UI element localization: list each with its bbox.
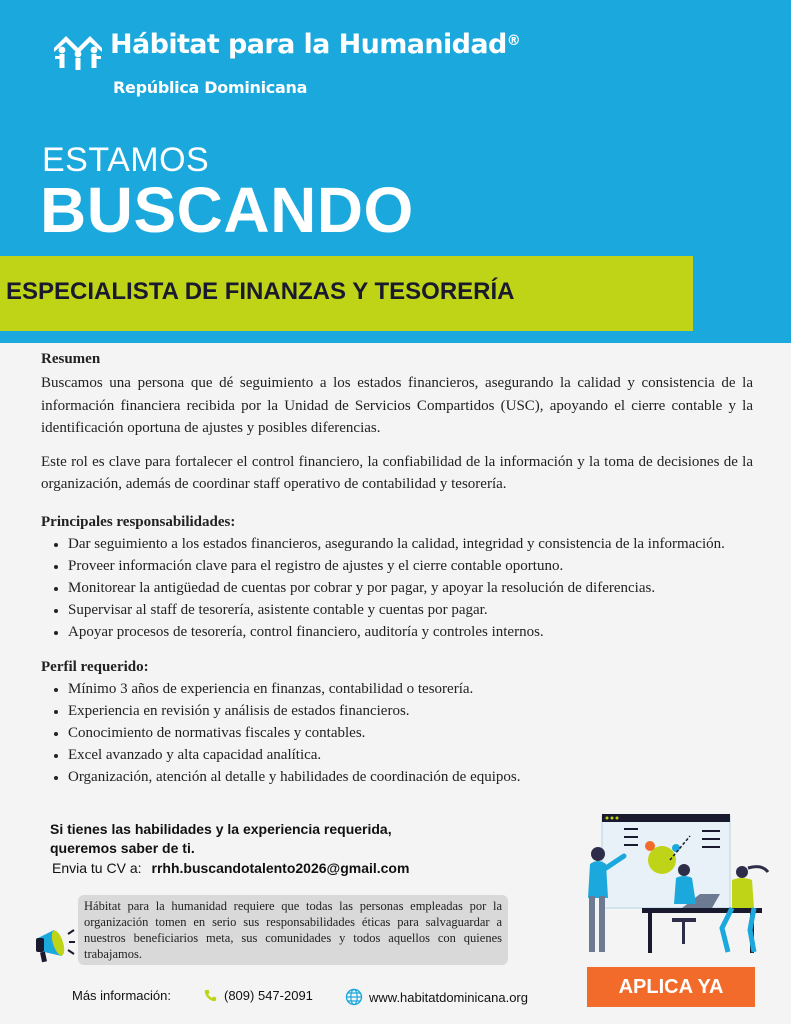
apply-button[interactable]: APLICA YA [587, 967, 755, 1007]
ethics-notice [78, 895, 508, 965]
brand-logo[interactable] [52, 28, 520, 72]
headline-buscando: BUSCANDO [40, 174, 414, 246]
registered-mark: ® [506, 33, 521, 49]
habitat-logo-icon [52, 30, 104, 72]
megaphone-icon [32, 920, 76, 966]
list-item: • Mínimo 3 años de experiencia en finanzas, contabilidad o tesorería. [68, 678, 753, 700]
more-info-label: Más información: [72, 988, 171, 1003]
cta-line-2: queremos saber de ti. [50, 840, 195, 856]
globe-icon [345, 988, 363, 1006]
phone-icon [203, 988, 218, 1003]
list-item: • Proveer información clave para el registro de ajustes y el cierre contable oportuno. [68, 555, 753, 577]
contact-email-link[interactable]: rrhh.buscandotalento2026@gmail.com [151, 860, 410, 876]
brand-subtitle: República Dominicana [113, 78, 308, 97]
summary-paragraph-1: Buscamos una persona que dé seguimiento a los estados financieros, asegurando la calidad y consistencia de la información financiera recibida por la Unidad de Servicios Compartidos (USC), apoyando el cierre contable y la identificación oportuna de ajustes y posibles diferencias. [41, 375, 753, 436]
list-item: • Apoyar procesos de tesorería, control financiero, auditoría y controles internos. [68, 621, 753, 643]
list-item: • Monitorear la antigüedad de cuentas por cobrar y por pagar, y apoyar la resolución de diferencias. [68, 577, 753, 599]
summary-title: Resumen [41, 351, 101, 367]
profile-title: Perfil requerido: [41, 658, 149, 675]
profile-list [41, 678, 753, 788]
ethics-notice-text: Hábitat para la humanidad requiere que todas las personas empleadas por la organización tomen en serio sus responsabilidades éticas para salvaguardar a nuestros beneficiarios meta, sus comunidades y todos aquellos con quienes trabajamos. [84, 899, 502, 961]
list-item: • Conocimiento de normativas fiscales y contables. [68, 722, 753, 744]
website-url: www.habitatdominicana.org [369, 989, 528, 1005]
cta-line-1: Si tienes las habilidades y la experiencia requerida, [50, 821, 392, 837]
responsibilities-list [41, 533, 753, 643]
website-link[interactable] [345, 988, 528, 1006]
send-cv-label: Envia tu CV a: [52, 860, 142, 876]
list-item: • Supervisar al staff de tesorería, asistente contable y cuentas por pagar. [68, 599, 753, 621]
summary-paragraph-2: Este rol es clave para fortalecer el control financiero, la confiabilidad de la información y la toma de decisiones de la organización, además de coordinar staff operativo de contabilidad y tesorería. [41, 453, 753, 492]
phone-contact[interactable] [203, 988, 313, 1003]
list-item: • Excel avanzado y alta capacidad analítica. [68, 744, 753, 766]
responsibilities-title: Principales responsabilidades: [41, 513, 236, 530]
position-banner [0, 256, 693, 331]
phone-number: (809) 547-2091 [224, 988, 313, 1003]
list-item: • Dar seguimiento a los estados financieros, asegurando la calidad, integridad y consistencia de la información. [68, 533, 753, 555]
team-meeting-illustration [572, 808, 772, 958]
call-to-action [50, 820, 392, 858]
headline-estamos: ESTAMOS [42, 141, 210, 179]
list-item: • Experiencia en revisión y análisis de estados financieros. [68, 700, 753, 722]
job-description [41, 350, 753, 788]
send-cv [52, 860, 409, 876]
list-item: • Organización, atención al detalle y habilidades de coordinación de equipos. [68, 766, 753, 788]
position-title: ESPECIALISTA DE FINANZAS Y TESORERÍA [6, 278, 515, 305]
brand-name: Hábitat para la Humanidad® [110, 29, 521, 60]
